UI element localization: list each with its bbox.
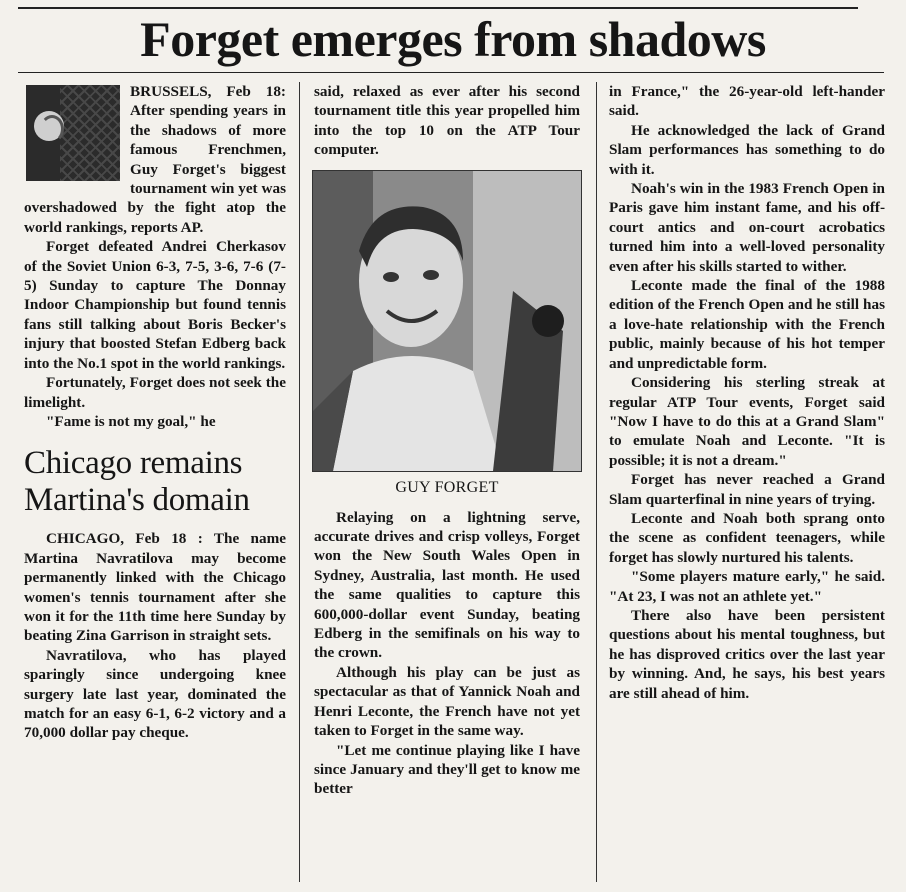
story-paragraph: Leconte and Noah both sprang onto the scene as confident teenagers, while forget has slowly nurtured his talents. (609, 509, 885, 566)
top-rule (18, 7, 858, 9)
story-paragraph: "Let me continue playing like I have since January and they'll get to know me better (314, 741, 580, 798)
story-paragraph: CHICAGO, Feb 18 : The name Martina Navratilova may become permanently linked with the Chicago women's tennis tournament after she won it for the 11th time here Sunday by beating Zina Garrison in straight sets. (24, 530, 286, 645)
story-paragraph: Fortunately, Forget does not seek the limelight. (24, 374, 286, 411)
story-paragraph: said, relaxed as ever after his second tournament title this year propelled him into the top 10 on the ATP Tour computer. (314, 83, 580, 159)
tennis-ball-image (26, 85, 120, 181)
story-paragraph: Although his play can be just as spectacular as that of Yannick Noah and Henri Leconte, the French have not yet taken to Forget in the same way. (314, 663, 580, 740)
story-paragraph: Forget has never reached a Grand Slam quarterfinal in nine years of trying. (609, 471, 885, 508)
tennis-ball-icon (34, 111, 64, 141)
column-divider (596, 82, 597, 882)
story-paragraph: Leconte made the final of the 1988 edition of the French Open and he still has a love-hate relationship with the French public, mainly because of his hot temper and unpredictable form. (609, 277, 885, 372)
story-paragraph: "Some players mature early," he said. "At 23, I was not an athlete yet." (609, 568, 885, 605)
column-divider (299, 82, 300, 882)
column-2 (314, 82, 580, 799)
story-paragraph: Noah's win in the 1983 French Open in Paris gave him instant fame, and his off-court antics and on-court acrobatics turned him into a well-loved personality even after his skills started to wither. (609, 180, 885, 275)
story-paragraph: There also have been persistent questions about his mental toughness, but he has disproved critics over the last year by winning. And, he says, his best years are still ahead of him. (609, 606, 885, 702)
secondary-headline: Chicago remains Martina's domain (24, 445, 250, 519)
net-texture (60, 85, 120, 181)
headline: Forget emerges from shadows (140, 11, 766, 67)
story-paragraph: Relaying on a lightning serve, accurate drives and crisp volleys, Forget won the New South Wales Open in Sydney, Australia, last month. He used the same qualities to capture this 600,000-dollar event Sunday, beating Edberg in the semifinals on his way to the crown. (314, 508, 580, 662)
story-paragraph: Navratilova, who has played sparingly since undergoing knee surgery late last year, dominated the match for an easy 6-1, 6-2 victory and a 70,000 dollar pay cheque. (24, 646, 286, 742)
story-paragraph: BRUSSELS, Feb 18: After spending years in the shadows of more famous Frenchmen, Guy Forget's biggest tournament win yet was overshadowed by the fight atop the world rankings, reports AP. (24, 83, 286, 236)
column-1 (24, 82, 286, 743)
story-paragraph: in France," the 26-year-old left-hander said. (609, 83, 885, 120)
headline-rule (18, 72, 884, 73)
story-paragraph: "Fame is not my goal," he (46, 412, 216, 430)
story-paragraph: Forget defeated Andrei Cherkasov of the Soviet Union 6-3, 7-5, 3-6, 7-6 (7-5) Sunday to capture The Donnay Indoor Championship but found tennis fans still talking about Boris Becker's injury that boosted Stefan Edberg back into the No.1 spot in the world rankings. (24, 238, 286, 372)
column-3 (609, 82, 885, 703)
story-paragraph: Considering his sterling streak at regular ATP Tour events, Forget said "Now I have to do this at a Grand Slam" to emulate Noah and Leconte. "It is possible; it is not a dream." (609, 374, 885, 469)
story-paragraph: He acknowledged the lack of Grand Slam performances has something to do with it. (609, 121, 885, 178)
player-photo (312, 170, 582, 472)
photo-caption: GUY FORGET (395, 478, 499, 496)
